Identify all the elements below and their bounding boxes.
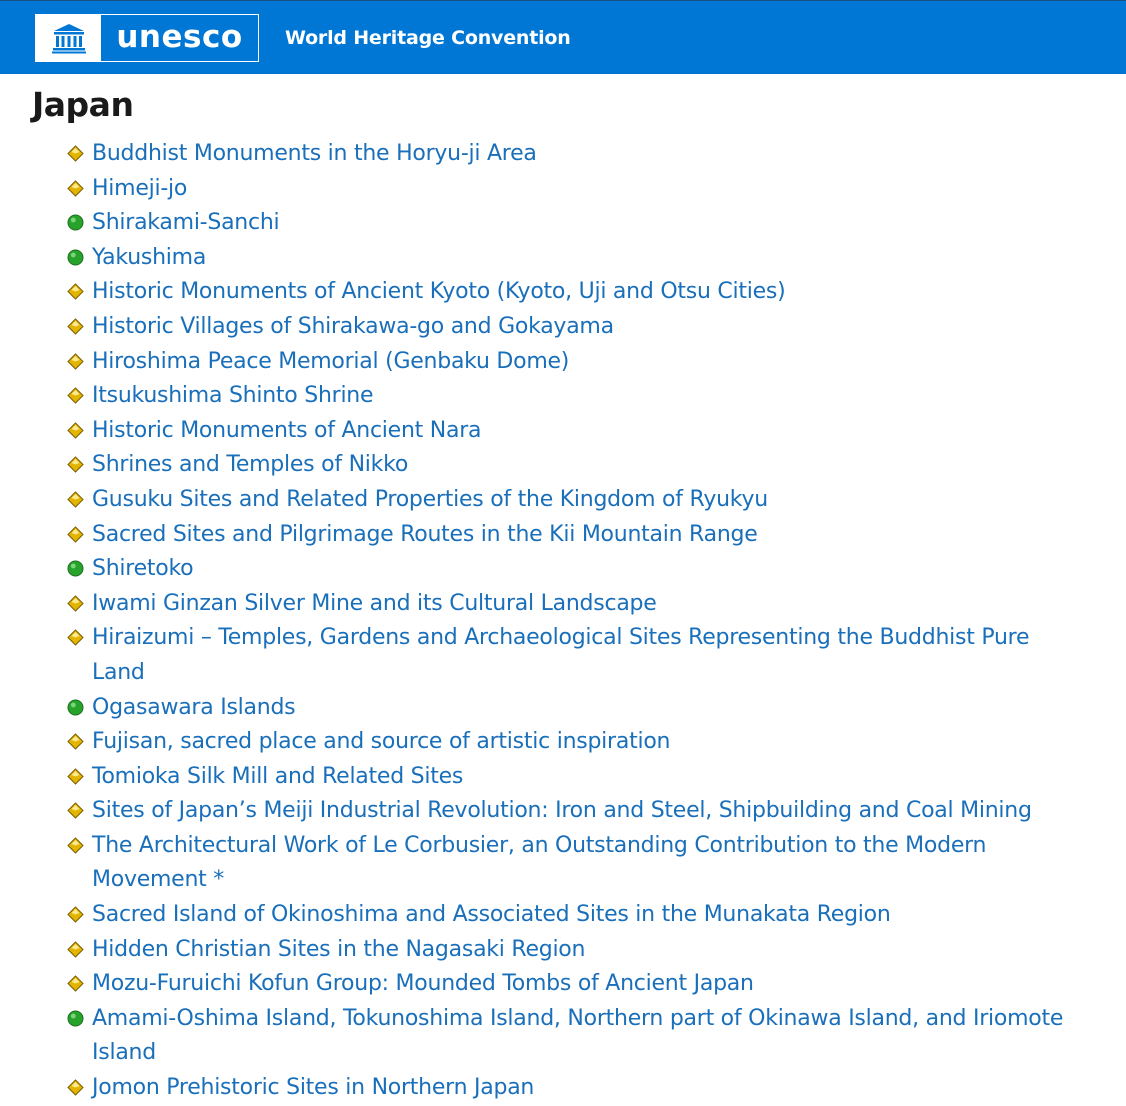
natural-site-circle-icon — [67, 699, 84, 716]
cultural-site-diamond-icon — [67, 802, 84, 819]
site-link[interactable]: Buddhist Monuments in the Horyu-ji Area — [92, 141, 537, 166]
site-list-item — [66, 448, 1086, 483]
cultural-site-diamond-icon — [67, 456, 84, 473]
site-list-item — [66, 933, 1086, 968]
cultural-site-diamond-icon — [67, 768, 84, 785]
site-link[interactable]: Iwami Ginzan Silver Mine and its Cultural Landscape — [92, 590, 657, 616]
page-title: Japan — [32, 85, 134, 124]
site-list-item — [66, 414, 1086, 449]
site-header — [0, 0, 1126, 74]
site-link[interactable]: Hiraizumi – Temples, Gardens and Archaeological Sites Representing the Buddhist Pure Land — [92, 625, 1030, 685]
cultural-site-diamond-icon — [67, 526, 84, 543]
cultural-site-diamond-icon — [67, 941, 84, 958]
site-link[interactable]: Sacred Island of Okinoshima and Associated Sites in the Munakata Region — [92, 902, 891, 928]
cultural-site-diamond-icon — [67, 595, 84, 612]
site-list-item — [66, 1071, 1086, 1106]
site-link[interactable]: Sacred Sites and Pilgrimage Routes in the Kii Mountain Range — [92, 521, 758, 547]
site-link[interactable]: Itsukushima Shinto Shrine — [92, 383, 374, 409]
site-link[interactable]: Historic Villages of Shirakawa-go and Gokayama — [92, 313, 614, 339]
cultural-site-diamond-icon — [67, 180, 84, 197]
site-list-item — [66, 345, 1086, 380]
site-list-item — [66, 206, 1086, 241]
site-list-item — [66, 310, 1086, 345]
site-list-item — [66, 967, 1086, 1002]
site-list-item — [66, 794, 1086, 829]
site-link[interactable]: Gusuku Sites and Related Properties of the Kingdom of Ryukyu — [92, 486, 768, 512]
site-link[interactable]: The Architectural Work of Le Corbusier, an Outstanding Contribution to the Modern Movement * — [92, 832, 987, 893]
natural-site-circle-icon — [67, 214, 84, 231]
unesco-wordmark: unesco — [116, 19, 243, 55]
site-list-item — [66, 621, 1086, 690]
site-list-item — [66, 552, 1086, 587]
site-list-item — [66, 379, 1086, 414]
site-list-item — [66, 1002, 1086, 1071]
cultural-site-diamond-icon — [67, 491, 84, 508]
unesco-temple-icon — [36, 15, 101, 61]
site-title-link[interactable]: World Heritage Convention — [285, 27, 571, 49]
cultural-site-diamond-icon — [67, 387, 84, 404]
site-link[interactable]: Yakushima — [92, 244, 207, 270]
cultural-site-diamond-icon — [67, 837, 84, 854]
site-link[interactable]: Historic Monuments of Ancient Kyoto (Kyoto, Uji and Otsu Cities) — [92, 279, 786, 305]
site-list-item — [66, 725, 1086, 760]
site-list-item — [66, 172, 1086, 207]
cultural-site-diamond-icon — [67, 975, 84, 992]
site-link[interactable]: Hiroshima Peace Memorial (Genbaku Dome) — [92, 348, 570, 374]
site-link[interactable]: Sites of Japan’s Meiji Industrial Revolution: Iron and Steel, Shipbuilding and Coal Mining — [92, 798, 1032, 824]
unesco-logo-link[interactable] — [35, 14, 259, 62]
natural-site-circle-icon — [67, 249, 84, 266]
site-list-item — [66, 587, 1086, 622]
site-list-item — [66, 137, 1086, 172]
cultural-site-diamond-icon — [67, 353, 84, 370]
site-list-item — [66, 241, 1086, 276]
site-list-item — [66, 760, 1086, 795]
site-link[interactable]: Ogasawara Islands — [92, 694, 296, 720]
site-link[interactable]: Hidden Christian Sites in the Nagasaki Region — [92, 936, 586, 962]
cultural-site-diamond-icon — [67, 318, 84, 335]
natural-site-circle-icon — [67, 560, 84, 577]
cultural-site-diamond-icon — [67, 283, 84, 300]
site-list-item — [66, 483, 1086, 518]
site-link[interactable]: Amami-Oshima Island, Tokunoshima Island, Northern part of Okinawa Island, and Iriomote Island — [92, 1005, 1064, 1066]
site-link[interactable]: Mozu-Furuichi Kofun Group: Mounded Tombs of Ancient Japan — [92, 971, 754, 997]
site-link[interactable]: Shirakami-Sanchi — [92, 210, 280, 236]
site-link[interactable]: Shrines and Temples of Nikko — [92, 452, 409, 478]
site-list-item — [66, 518, 1086, 553]
site-list-item — [66, 898, 1086, 933]
cultural-site-diamond-icon — [67, 422, 84, 439]
cultural-site-diamond-icon — [67, 1079, 84, 1096]
site-list-item — [66, 829, 1086, 898]
site-link[interactable]: Himeji-jo — [92, 175, 188, 201]
site-link[interactable]: Shiretoko — [92, 556, 194, 582]
cultural-site-diamond-icon — [67, 145, 84, 162]
cultural-site-diamond-icon — [67, 733, 84, 750]
site-list-item — [66, 275, 1086, 310]
heritage-site-list — [66, 137, 1086, 1106]
natural-site-circle-icon — [67, 1010, 84, 1027]
site-link[interactable]: Jomon Prehistoric Sites in Northern Japan — [92, 1075, 535, 1101]
site-link[interactable]: Tomioka Silk Mill and Related Sites — [92, 763, 464, 789]
site-link[interactable]: Fujisan, sacred place and source of artistic inspiration — [92, 729, 671, 755]
site-link[interactable]: Historic Monuments of Ancient Nara — [92, 417, 482, 443]
cultural-site-diamond-icon — [67, 906, 84, 923]
cultural-site-diamond-icon — [67, 629, 84, 646]
site-list-item — [66, 691, 1086, 726]
